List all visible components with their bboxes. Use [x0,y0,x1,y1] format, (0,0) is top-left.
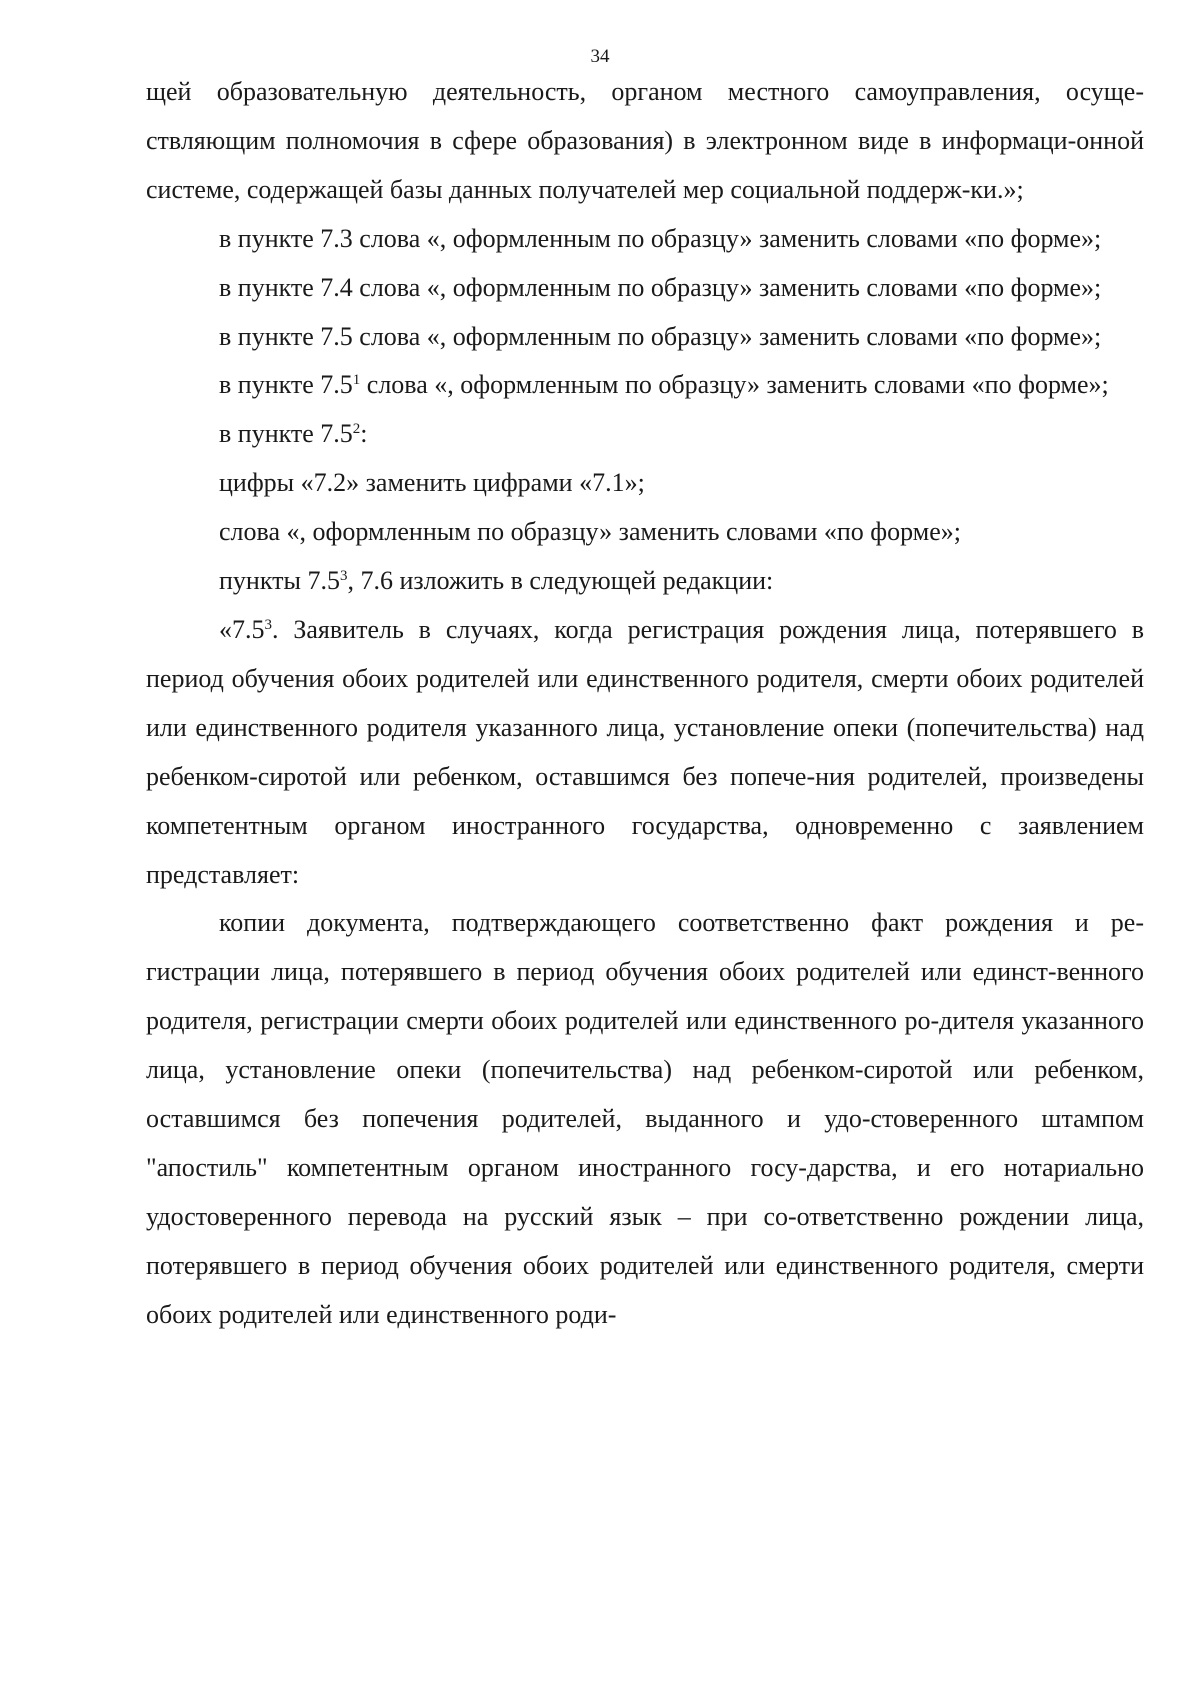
document-body [146,68,1144,1340]
superscript: 3 [339,568,348,585]
paragraph-text: копии документа, подтверждающего соответственно факт рождения и ре-гистрации лица, потерявшего в период обучения обоих родителей или единст-венного родителя, регистрации смерти обоих родителей или единственного ро-дителя указанного лица, установление опеки (попечительства) над ребенком-сиротой или ребенком, оставшимся без попечения родителей, выданного и удо-стоверенного штампом "апостиль" компетентным органом иностранного госу-дарства, и его нотариально удостоверенного перевода на русский язык – при со-ответственно рождении лица, потерявшего в период обучения обоих родителей или единственного родителя, смерти обоих родителей или единственного роди- [146,908,1144,1329]
superscript: 2 [352,421,361,438]
paragraph-text: слова «, оформленным по образцу» заменить словами «по форме»; [219,517,961,547]
paragraph [146,361,1144,410]
paragraph-text: . Заявитель в случаях, когда регистрация рождения лица, потерявшего в период обучения обоих родителей или единственного родителя, смерти обоих родителей или единственного родителя указанного лица, установление опеки (попечительства) над ребенком-сиротой или ребенком, оставшимся без попече-ния родителей, произведены компетентным органом иностранного государства, одновременно с заявлением представляет: [146,614,1144,889]
paragraph-text: слова «, оформленным по образцу» заменить словами «по форме»; [360,370,1109,400]
paragraph [146,215,1144,264]
paragraph-text: «7.5 [219,614,265,644]
paragraph-text: пункты 7.5 [219,566,340,596]
superscript: 1 [352,372,361,389]
paragraph-text: цифры «7.2» заменить цифрами «7.1»; [219,468,645,498]
paragraph-text: в пункте 7.3 слова «, оформленным по образцу» заменить словами «по форме»; [219,223,1102,253]
paragraph-text: в пункте 7.5 [219,370,353,400]
paragraph-text: в пункте 7.4 слова «, оформленным по образцу» заменить словами «по форме»; [219,272,1102,302]
paragraph [146,508,1144,557]
paragraph-text: : [360,419,368,449]
paragraph-text: щей образовательную деятельность, органом местного самоуправления, осуще-ствляющим полномочия в сфере образования) в электронном виде в информаци-онной системе, содержащей базы данных получателей мер социальной поддерж-ки.»; [146,77,1144,204]
paragraph [146,313,1144,362]
page-number: 34 [590,46,610,67]
paragraph [146,264,1144,313]
paragraph [146,68,1144,215]
paragraph [146,899,1144,1339]
paragraph-text: в пункте 7.5 слова «, оформленным по образцу» заменить словами «по форме»; [219,321,1102,351]
paragraph-text: в пункте 7.5 [219,419,353,449]
paragraph-text: , 7.6 изложить в следующей редакции: [347,566,774,596]
paragraph [146,410,1144,459]
paragraph [146,606,1144,899]
paragraph [146,557,1144,606]
superscript: 3 [264,616,272,633]
paragraph [146,459,1144,508]
